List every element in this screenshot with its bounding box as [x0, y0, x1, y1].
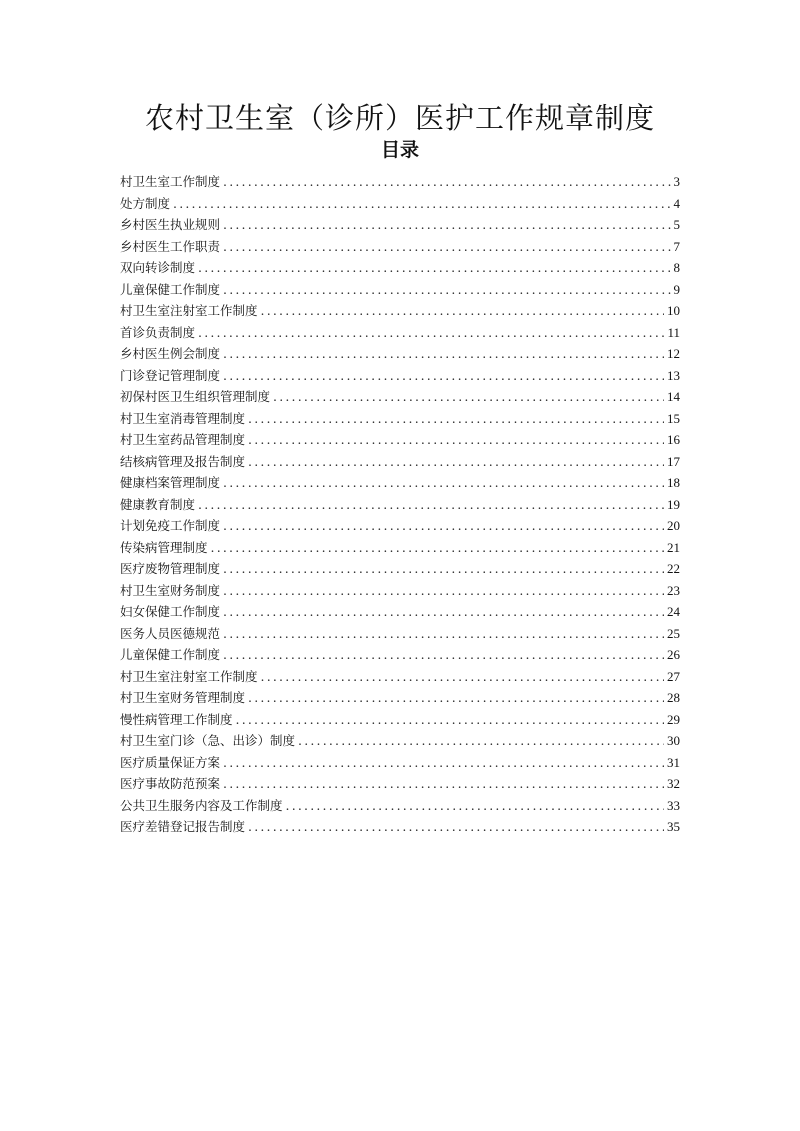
- toc-entry[interactable]: [120, 301, 680, 323]
- toc-dot-leader: [248, 432, 664, 447]
- toc-entry-page-number: 12: [667, 346, 680, 361]
- toc-entry[interactable]: [120, 495, 680, 517]
- toc-entry-label: 村卫生室财务制度: [120, 582, 221, 598]
- toc-dot-leader: [223, 475, 664, 490]
- toc-entry-label: 医疗差错登记报告制度: [120, 819, 246, 834]
- toc-dot-leader: [223, 604, 664, 619]
- toc-entry-page-number: 9: [673, 281, 680, 297]
- toc-entry-page-number: 10: [667, 303, 680, 318]
- toc-entry-label: 健康档案管理制度: [120, 475, 221, 490]
- toc-entry[interactable]: [120, 516, 680, 538]
- toc-dot-leader: [236, 712, 664, 727]
- toc-entry[interactable]: [120, 688, 680, 710]
- toc-entry-page-number: 26: [667, 647, 680, 662]
- toc-entry-page-number: 21: [667, 539, 680, 555]
- toc-dot-leader: [198, 325, 664, 340]
- toc-entry-page-number: 17: [667, 453, 680, 469]
- toc-entry[interactable]: [120, 538, 680, 560]
- toc-entry[interactable]: [120, 280, 680, 302]
- toc-entry-page-number: 27: [667, 668, 680, 684]
- toc-entry-label: 计划免疫工作制度: [120, 518, 221, 533]
- toc-dot-leader: [223, 583, 664, 598]
- toc-dot-leader: [298, 733, 664, 748]
- toc-entry[interactable]: [120, 559, 680, 581]
- toc-entry[interactable]: [120, 753, 680, 775]
- toc-entry[interactable]: [120, 387, 680, 409]
- toc-dot-leader: [261, 303, 664, 318]
- table-of-contents: [120, 172, 680, 839]
- toc-entry-label: 乡村医生工作职责: [120, 238, 221, 254]
- toc-dot-leader: [248, 819, 664, 834]
- toc-entry-page-number: 3: [673, 174, 680, 189]
- toc-entry[interactable]: [120, 667, 680, 689]
- toc-entry[interactable]: [120, 581, 680, 603]
- toc-dot-leader: [248, 690, 664, 705]
- toc-dot-leader: [261, 669, 664, 684]
- toc-entry-page-number: 7: [673, 238, 680, 254]
- toc-entry-page-number: 14: [667, 389, 680, 404]
- toc-entry-page-number: 29: [667, 711, 680, 727]
- toc-entry[interactable]: [120, 237, 680, 259]
- toc-entry-label: 儿童保健工作制度: [120, 647, 221, 662]
- toc-dot-leader: [173, 196, 670, 211]
- toc-entry-label: 慢性病管理工作制度: [120, 711, 233, 727]
- toc-dot-leader: [223, 239, 670, 254]
- toc-entry[interactable]: [120, 366, 680, 388]
- document-title: 农村卫生室（诊所）医护工作规章制度: [144, 101, 655, 135]
- toc-dot-leader: [198, 260, 670, 275]
- toc-dot-leader: [223, 217, 670, 232]
- toc-entry[interactable]: [120, 624, 680, 646]
- toc-entry-label: 村卫生室注射室工作制度: [120, 303, 258, 318]
- toc-entry[interactable]: [120, 602, 680, 624]
- toc-entry-label: 村卫生室工作制度: [120, 174, 221, 189]
- toc-entry[interactable]: [120, 323, 680, 345]
- toc-entry-label: 双向转诊制度: [120, 260, 196, 275]
- toc-entry-label: 传染病管理制度: [120, 539, 208, 555]
- toc-entry-page-number: 24: [667, 604, 680, 619]
- toc-entry-page-number: 28: [667, 690, 680, 705]
- toc-entry[interactable]: [120, 473, 680, 495]
- toc-entry-label: 公共卫生服务内容及工作制度: [120, 797, 283, 813]
- toc-dot-leader: [223, 368, 664, 383]
- toc-entry-page-number: 31: [667, 754, 680, 770]
- toc-entry-label: 结核病管理及报告制度: [120, 453, 246, 469]
- toc-entry-label: 乡村医生执业规则: [120, 217, 221, 232]
- toc-entry-page-number: 18: [667, 475, 680, 490]
- toc-entry[interactable]: [120, 194, 680, 216]
- toc-entry-page-number: 15: [667, 410, 680, 426]
- toc-entry[interactable]: [120, 344, 680, 366]
- toc-entry[interactable]: [120, 645, 680, 667]
- toc-entry-label: 医务人员医德规范: [120, 625, 221, 641]
- toc-dot-leader: [223, 346, 664, 361]
- toc-entry-page-number: 16: [667, 432, 680, 447]
- toc-entry-label: 村卫生室消毒管理制度: [120, 410, 246, 426]
- toc-entry-label: 妇女保健工作制度: [120, 604, 221, 619]
- toc-entry-page-number: 25: [667, 625, 680, 641]
- toc-dot-leader: [223, 282, 670, 297]
- toc-entry-label: 医疗事故防范预案: [120, 776, 221, 791]
- toc-entry-page-number: 13: [667, 367, 680, 383]
- toc-entry-label: 村卫生室财务管理制度: [120, 690, 246, 705]
- toc-dot-leader: [286, 798, 664, 813]
- toc-entry[interactable]: [120, 774, 680, 796]
- toc-entry-page-number: 22: [667, 561, 680, 576]
- toc-entry[interactable]: [120, 215, 680, 237]
- toc-dot-leader: [223, 647, 664, 662]
- toc-entry-page-number: 35: [667, 819, 680, 834]
- toc-entry-label: 儿童保健工作制度: [120, 281, 221, 297]
- toc-entry-label: 门诊登记管理制度: [120, 367, 221, 383]
- toc-entry-label: 医疗废物管理制度: [120, 561, 221, 576]
- toc-dot-leader: [248, 454, 664, 469]
- toc-entry-page-number: 23: [667, 582, 680, 598]
- toc-entry-page-number: 19: [667, 496, 680, 512]
- toc-entry-page-number: 30: [667, 733, 680, 748]
- toc-entry-page-number: 8: [673, 260, 680, 275]
- toc-dot-leader: [223, 174, 670, 189]
- toc-dot-leader: [273, 389, 664, 404]
- toc-dot-leader: [223, 561, 664, 576]
- toc-entry-page-number: 20: [667, 518, 680, 533]
- toc-dot-leader: [211, 540, 664, 555]
- toc-entry-label: 村卫生室门诊（急、出诊）制度: [120, 733, 296, 748]
- toc-entry-page-number: 4: [673, 195, 680, 211]
- toc-entry-label: 村卫生室注射室工作制度: [120, 668, 258, 684]
- toc-entry-label: 健康教育制度: [120, 496, 196, 512]
- toc-dot-leader: [223, 776, 664, 791]
- toc-entry[interactable]: [120, 172, 680, 194]
- toc-dot-leader: [223, 518, 664, 533]
- toc-heading: 目录: [380, 139, 419, 161]
- toc-entry-label: 处方制度: [120, 195, 171, 211]
- toc-entry-label: 医疗质量保证方案: [120, 754, 221, 770]
- toc-dot-leader: [248, 411, 664, 426]
- toc-entry[interactable]: [120, 258, 680, 280]
- toc-dot-leader: [223, 755, 664, 770]
- toc-entry-label: 首诊负责制度: [120, 324, 196, 340]
- toc-entry-page-number: 32: [667, 776, 680, 791]
- toc-entry[interactable]: [120, 452, 680, 474]
- toc-entry[interactable]: [120, 430, 680, 452]
- toc-entry-label: 乡村医生例会制度: [120, 346, 221, 361]
- toc-dot-leader: [223, 626, 664, 641]
- toc-entry-page-number: 5: [673, 217, 680, 232]
- toc-entry-label: 初保村医卫生组织管理制度: [120, 389, 271, 404]
- toc-entry-label: 村卫生室药品管理制度: [120, 432, 246, 447]
- toc-dot-leader: [198, 497, 664, 512]
- toc-entry-page-number: 11: [667, 324, 680, 340]
- toc-entry[interactable]: [120, 796, 680, 818]
- toc-entry[interactable]: [120, 409, 680, 431]
- toc-entry[interactable]: [120, 710, 680, 732]
- toc-entry[interactable]: [120, 817, 680, 839]
- toc-entry-page-number: 33: [667, 797, 680, 813]
- toc-entry[interactable]: [120, 731, 680, 753]
